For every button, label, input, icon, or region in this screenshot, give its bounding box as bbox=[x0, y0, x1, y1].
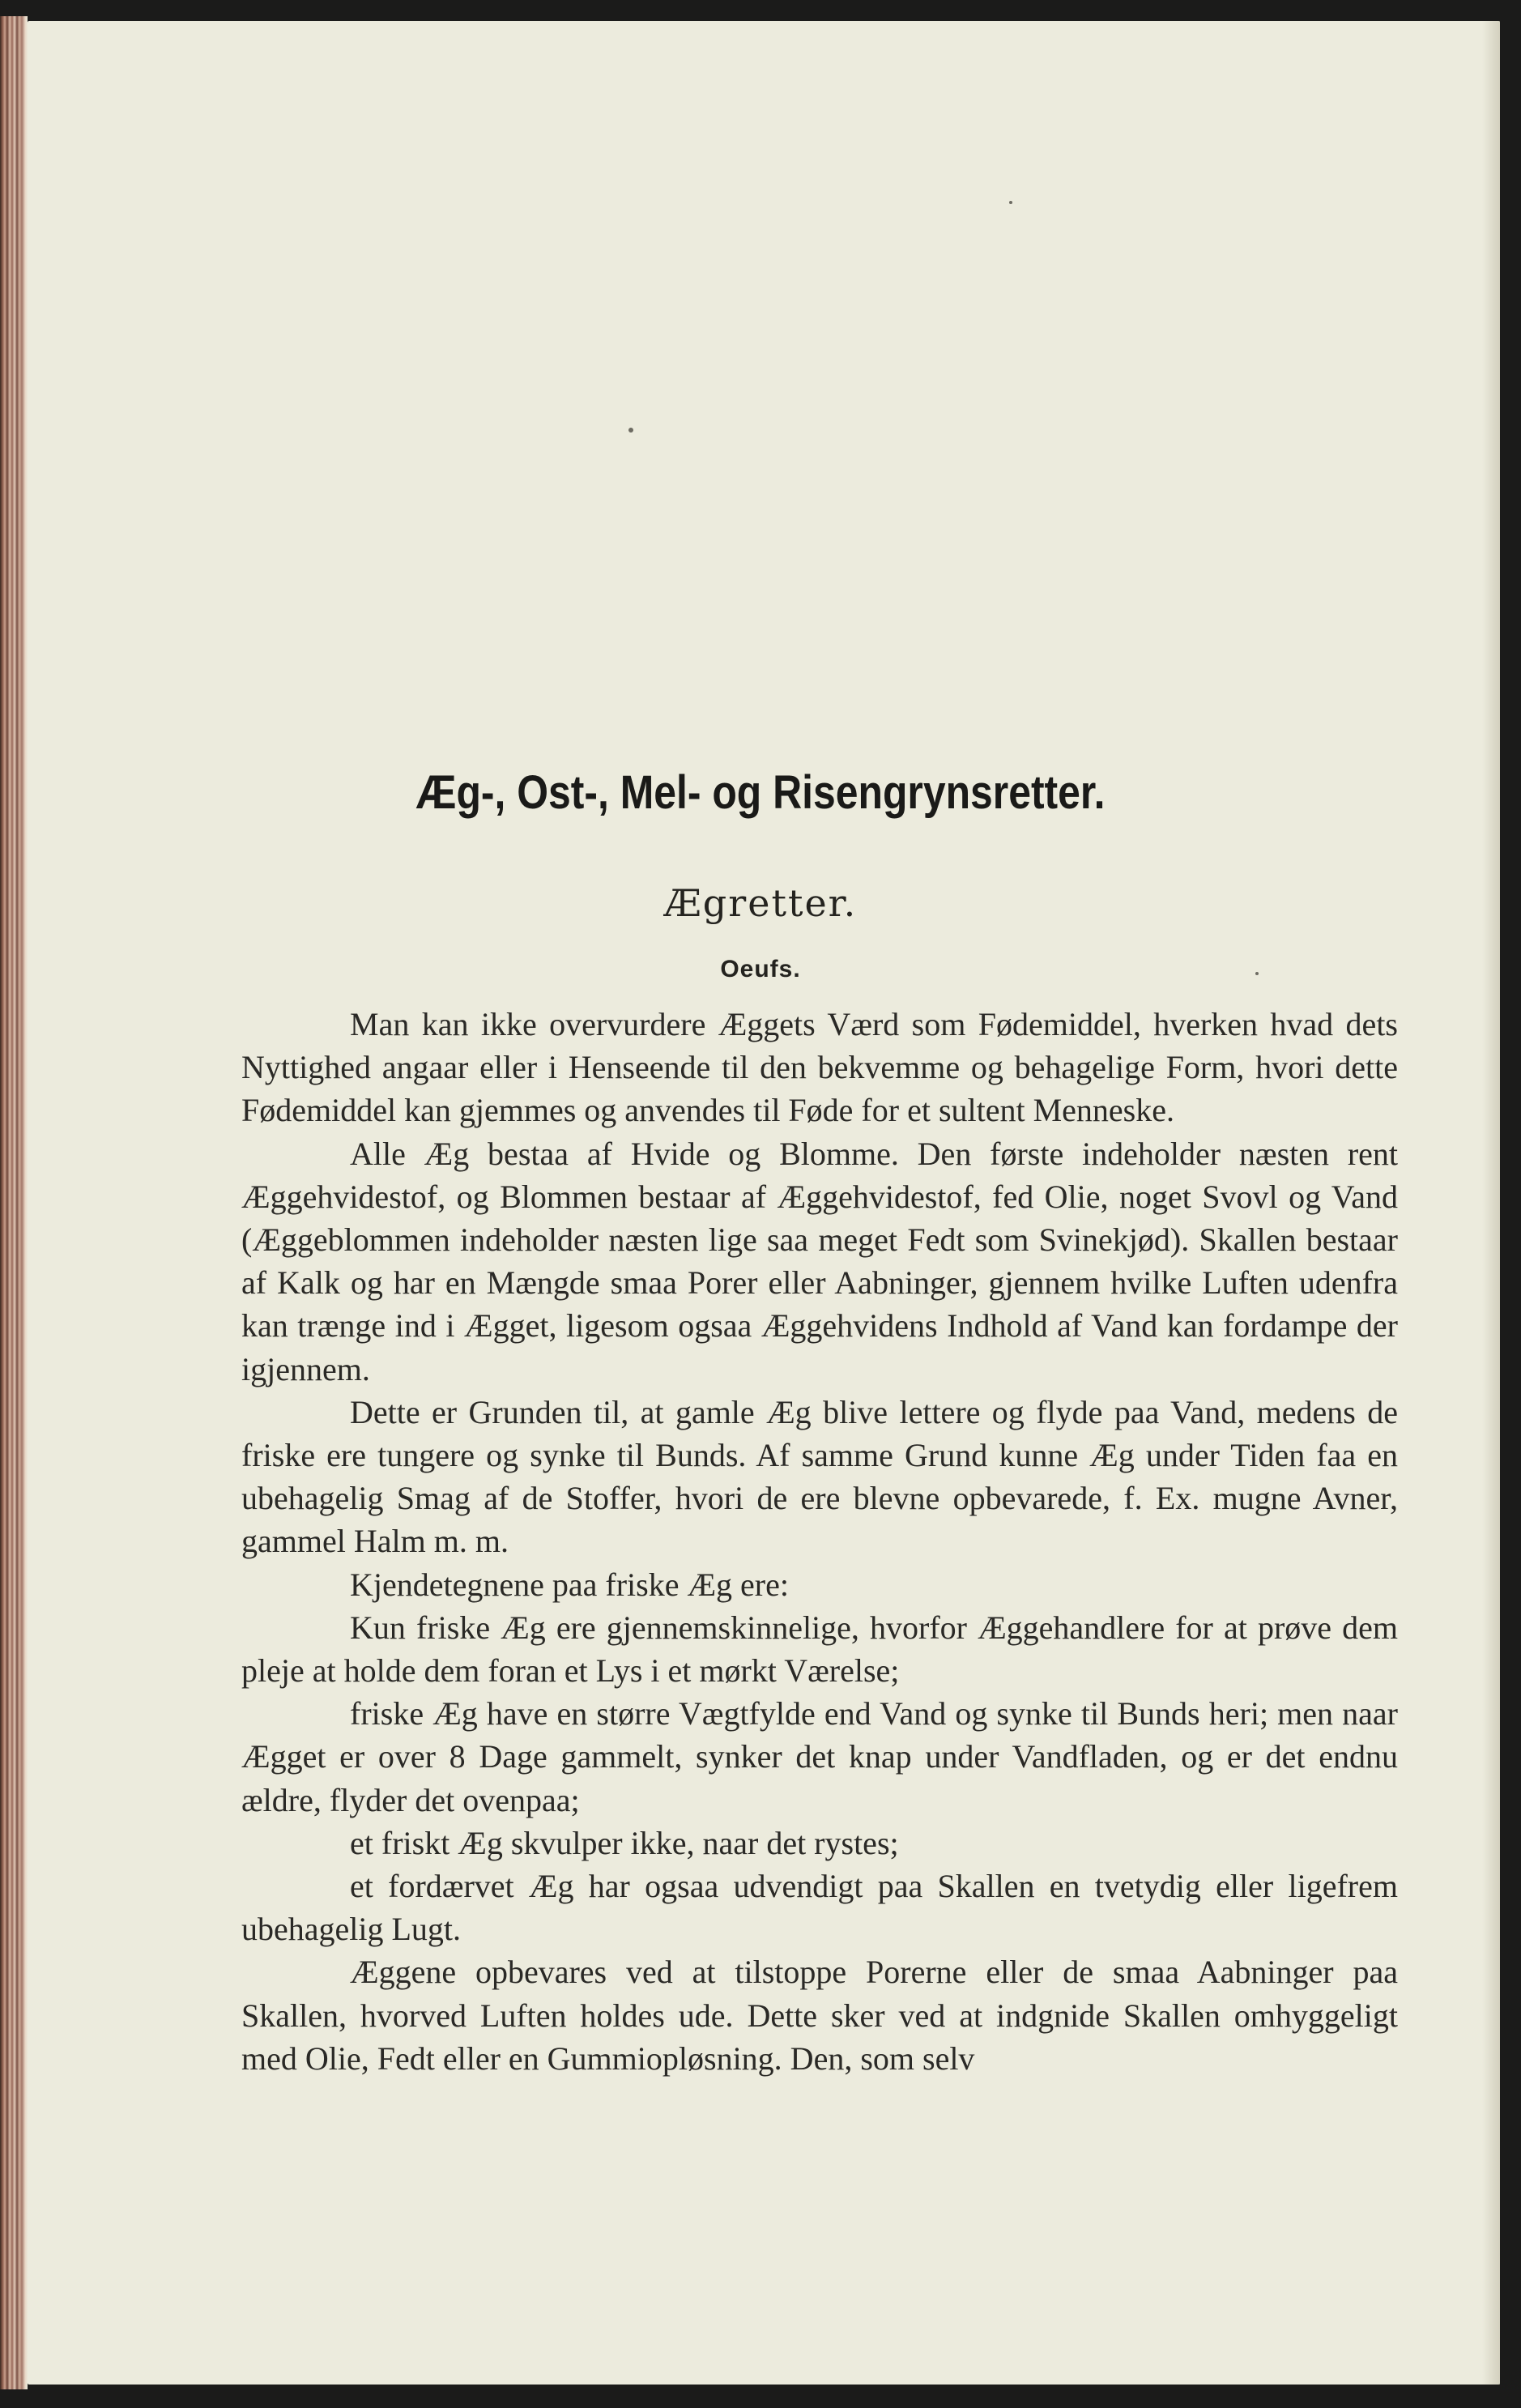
paragraph: Dette er Grunden til, at gamle Æg blive lettere og flyde paa Vand, medens de friske ere tungere og synke til Bunds. Af samme Grund kunne Æg under Tiden faa en ubehagelig Smag af de Stoffer, hvori de ere blevne opbevarede, f. Ex. mugne Avner, gammel Halm m. m. bbox=[241, 1393, 1398, 1560]
ink-speck bbox=[1009, 201, 1012, 204]
paragraph: et fordærvet Æg har ogsaa udvendigt paa Skallen en tvetydig eller ligefrem ubehagelig Lugt. bbox=[241, 1868, 1398, 1948]
section-subheading: Oeufs. bbox=[720, 956, 801, 982]
page-title: Æg-, Ost-, Mel- og Risengrynsretter. bbox=[415, 765, 1106, 819]
paragraph: Kjendetegnene paa friske Æg ere: bbox=[350, 1566, 789, 1603]
ink-speck bbox=[628, 428, 633, 433]
paragraph: et friskt Æg skvulper ikke, naar det rystes; bbox=[350, 1824, 899, 1861]
paragraph: friske Æg have en større Vægtfylde end Vand og synke til Bunds heri; men naar Ægget er over 8 Dage gammelt, synker det knap under Vandfladen, og er det endnu ældre, flyder det ovenpaa; bbox=[241, 1695, 1398, 1818]
paragraph: Man kan ikke overvurdere Æggets Værd som Fødemiddel, hverken hvad dets Nyttighed angaar eller i Henseende til den bekvemme og behagelige Form, hvori dette Fødemiddel kan gjemmes og anvendes til Føde for et sultent Menneske. bbox=[241, 1006, 1398, 1129]
book-binding-edge bbox=[0, 16, 28, 2389]
paragraph: Kun friske Æg ere gjennemskinnelige, hvorfor Æggehandlere for at prøve dem pleje at holde dem foran et Lys i et mørkt Værelse; bbox=[241, 1609, 1398, 1690]
paragraph: Æggene opbevares ved at tilstoppe Porerne eller de smaa Aabninger paa Skallen, hvorved Luften holdes ude. Dette sker ved at indgnide Skallen omhyggeligt med Olie, Fedt eller en Gummiopløsning. Den, som selv bbox=[241, 1954, 1398, 2077]
paragraph: Alle Æg bestaa af Hvide og Blomme. Den første indeholder næsten rent Æggehvidestof, og Blommen bestaar af Æggehvidestof, fed Olie, noget Svovl og Vand (Æggeblommen indeholder næsten lige saa meget Fedt som Svinekjød). Skallen bestaar af Kalk og har en Mængde smaa Porer eller Aabninger, gjennem hvilke Luften udenfra kan trænge ind i Ægget, ligesom ogsaa Æggehvidens Indhold af Vand kan fordampe der igjennem. bbox=[241, 1135, 1398, 1387]
page-edge-shadow bbox=[1482, 21, 1500, 2385]
section-heading: Ægretter. bbox=[663, 881, 858, 925]
body-text bbox=[241, 1003, 1398, 2080]
